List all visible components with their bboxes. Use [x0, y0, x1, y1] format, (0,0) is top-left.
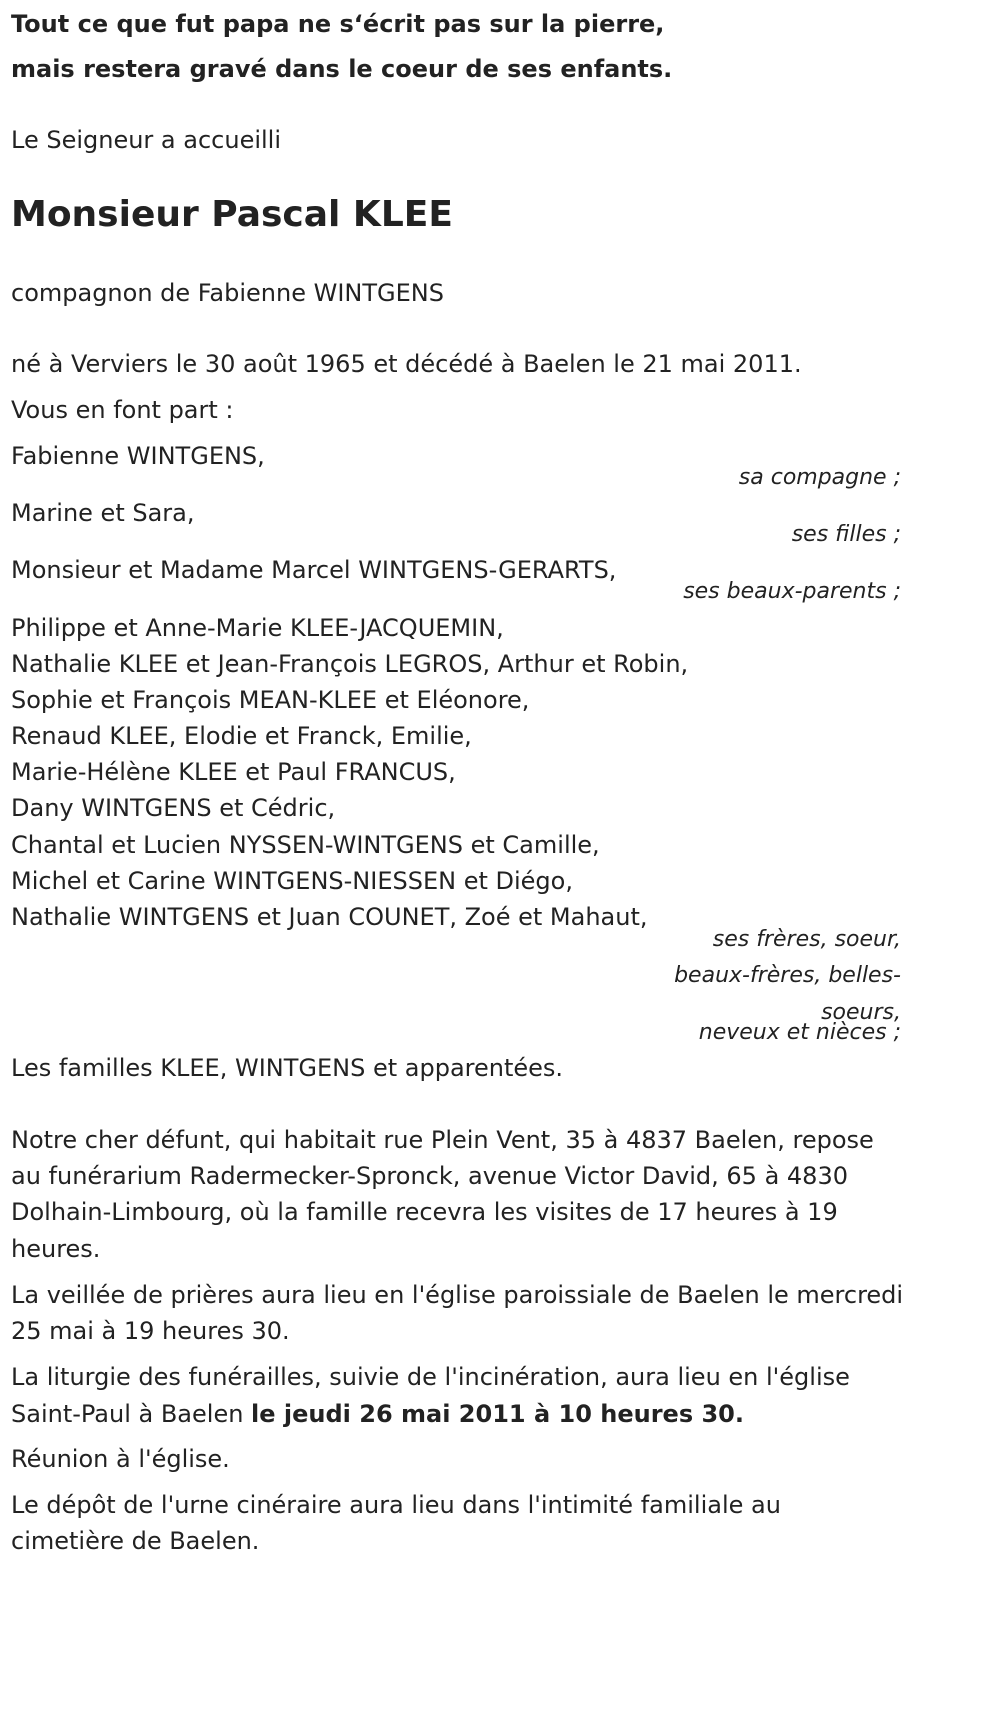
meeting-text: Réunion à l'église.	[11, 1445, 230, 1473]
rest-line: Notre cher défunt, qui habitait rue Plein Vent, 35 à 4837 Baelen, repose	[11, 1126, 874, 1154]
siblings-role-line: beaux-frères, belles-	[674, 963, 901, 988]
rest-line: Dolhain-Limbourg, où la famille recevra les visites de 17 heures à 19	[11, 1198, 838, 1226]
urn-line: Le dépôt de l'urne cinéraire aura lieu dans l'intimité familiale au	[11, 1491, 781, 1519]
family-daughters-name: Marine et Sara,	[11, 499, 195, 527]
liturgy-line-2-prefix: Saint-Paul à Baelen	[11, 1400, 252, 1428]
intro-text: Le Seigneur a accueilli	[11, 126, 282, 154]
vigil-line: La veillée de prières aura lieu en l'église paroissiale de Baelen le mercredi	[11, 1281, 904, 1309]
sibling-line: Philippe et Anne-Marie KLEE-JACQUEMIN,	[11, 614, 504, 642]
companion-text: compagnon de Fabienne WINTGENS	[11, 279, 444, 307]
epitaph-line-1: Tout ce que fut papa ne s‘écrit pas sur la pierre,	[11, 10, 665, 38]
sibling-line: Nathalie WINTGENS et Juan COUNET, Zoé et Mahaut,	[11, 903, 648, 931]
family-inlaws-role: ses beaux-parents ;	[683, 579, 901, 604]
sibling-line: Chantal et Lucien NYSSEN-WINTGENS et Camille,	[11, 831, 600, 859]
rest-line: heures.	[11, 1235, 101, 1263]
liturgy-line-1: La liturgie des funérailles, suivie de l'incinération, aura lieu en l'église	[11, 1363, 850, 1391]
sibling-line: Marie-Hélène KLEE et Paul FRANCUS,	[11, 758, 456, 786]
liturgy-line-2	[11, 1400, 744, 1429]
liturgy-date-time: le jeudi 26 mai 2011 à 10 heures 30.	[251, 1400, 744, 1428]
sibling-line: Michel et Carine WINTGENS-NIESSEN et Diégo,	[11, 867, 573, 895]
birth-death-text: né à Verviers le 30 août 1965 et décédé à Baelen le 21 mai 2011.	[11, 350, 802, 378]
epitaph-line-2: mais restera gravé dans le coeur de ses enfants.	[11, 55, 673, 83]
announce-text: Vous en font part :	[11, 396, 234, 424]
family-partner-role: sa compagne ;	[738, 465, 901, 490]
sibling-line: Sophie et François MEAN-KLEE et Eléonore,	[11, 686, 530, 714]
sibling-line: Nathalie KLEE et Jean-François LEGROS, Arthur et Robin,	[11, 650, 689, 678]
siblings-role-line: neveux et nièces ;	[698, 1020, 901, 1045]
family-inlaws-name: Monsieur et Madame Marcel WINTGENS-GERARTS,	[11, 556, 617, 584]
siblings-role-line: ses frères, soeur,	[712, 927, 901, 952]
deceased-name: Monsieur Pascal KLEE	[11, 194, 453, 235]
rest-line: au funérarium Radermecker-Spronck, avenue Victor David, 65 à 4830	[11, 1162, 848, 1190]
sibling-line: Dany WINTGENS et Cédric,	[11, 794, 336, 822]
families-text: Les familles KLEE, WINTGENS et apparentées.	[11, 1054, 564, 1082]
family-partner-name: Fabienne WINTGENS,	[11, 442, 265, 470]
vigil-line: 25 mai à 19 heures 30.	[11, 1317, 290, 1345]
family-daughters-role: ses filles ;	[791, 522, 901, 547]
siblings-role-line: soeurs,	[821, 1000, 901, 1025]
urn-line: cimetière de Baelen.	[11, 1527, 260, 1555]
sibling-line: Renaud KLEE, Elodie et Franck, Emilie,	[11, 722, 472, 750]
